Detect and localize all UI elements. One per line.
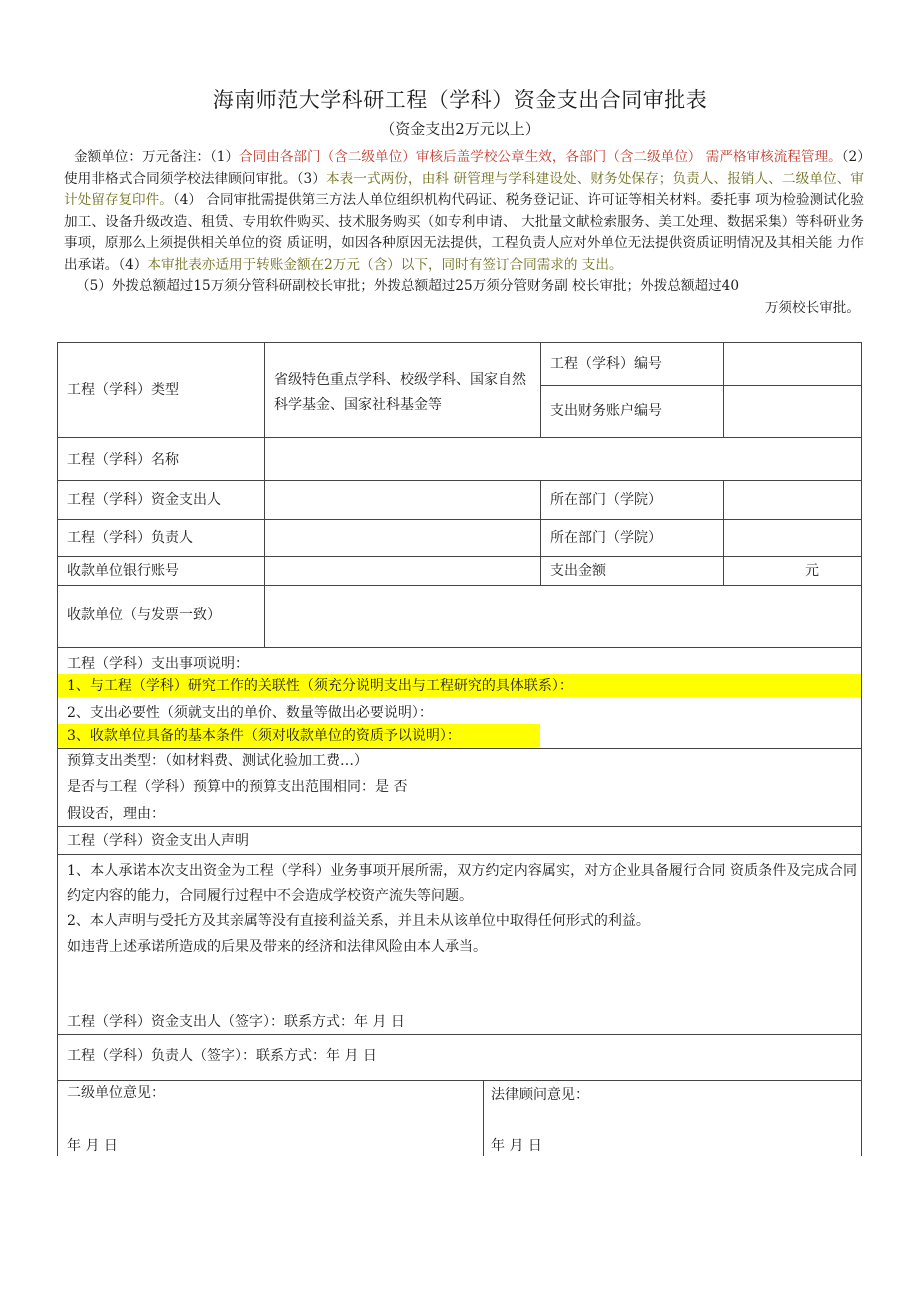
name-field[interactable]: [265, 438, 861, 480]
bank-account-label: 收款单位银行账号: [67, 563, 179, 579]
legal-opinion-date[interactable]: 年 月 日: [491, 1138, 542, 1154]
leader-label: 工程（学科）负责人: [67, 530, 193, 546]
col-line: [540, 342, 541, 437]
leader-signature[interactable]: 工程（学科）负责人（签字）：联系方式：年 月 日: [67, 1048, 377, 1064]
code-label: 工程（学科）编号: [550, 356, 662, 372]
budget-reason: 假设否，理由：: [67, 806, 165, 822]
declaration-title: 工程（学科）资金支出人声明: [67, 833, 249, 849]
spender-label: 工程（学科）资金支出人: [67, 492, 221, 508]
spender-dept-label: 所在部门（学院）: [550, 492, 662, 508]
notes-item-3: 本表一式两份，由科 研管理与学科建设处、财务处保存；负责人、报销人、二级单位、审计处留存复印件。: [64, 170, 864, 208]
legal-opinion-label: 法律顾问意见：: [491, 1087, 589, 1103]
declaration-item-2: 2、本人声明与受托方及其亲属等没有直接利益关系，并且未从该单位中取得任何形式的利益。: [67, 913, 650, 929]
row-line: [57, 826, 862, 827]
col-line: [483, 1080, 484, 1156]
payee-field[interactable]: [265, 586, 861, 647]
unit-opinion-date[interactable]: 年 月 日: [67, 1138, 118, 1154]
notes-item-4b: 本审批表亦适用于转账金额在2万元（含）以下，同时有签订合同需求的 支出。: [147, 256, 623, 273]
desc-necessity: 2、支出必要性（须就支出的单价、数量等做出必要说明）：: [67, 705, 433, 721]
desc-payee-conditions: 3、收款单位具备的基本条件（须对收款单位的资质予以说明）：: [67, 728, 461, 744]
leader-dept-label: 所在部门（学院）: [550, 530, 662, 546]
desc-relevance: 1、与工程（学科）研究工作的关联性（须充分说明支出与工程研究的具体联系）：: [67, 678, 573, 694]
table-border-right-bottom: [861, 1080, 862, 1156]
bank-account-field[interactable]: [265, 557, 540, 585]
code-field[interactable]: [724, 343, 861, 385]
payee-label: 收款单位（与发票一致）: [67, 607, 221, 623]
budget-same-range: 是否与工程（学科）预算中的预算支出范围相同：是 否: [67, 779, 408, 795]
row-line: [57, 1080, 862, 1081]
spender-dept-field[interactable]: [724, 481, 861, 519]
declaration-item-1: 1、本人承诺本次支出资金为工程（学科）业务事项开展所需，双方约定内容属实，对方企业具备履行合同 资质条件及完成合同约定内容的能力，合同履行过程中不会造成学校资产流失等问题。: [67, 863, 857, 904]
row-line: [57, 854, 862, 855]
notes-unit: 金额单位：万元备注：（1）: [74, 149, 240, 165]
notes-item-2: （2）使用非格式合同须学校法律顾问审批。（3）: [64, 149, 864, 187]
amount-unit: 元: [805, 563, 819, 579]
type-value: 省级特色重点学科、校级学科、国家自然科学基金、国家社科基金等: [274, 372, 526, 413]
notes-item-5-end: 万须校长审批。: [764, 299, 860, 316]
row-line: [57, 1034, 862, 1035]
col-line: [540, 480, 541, 585]
notes-item-1: 合同由各部门（含二级单位）审核后盖学校公章生效，各部门（含二级单位） 需严格审核流程管理。: [239, 149, 842, 165]
account-field[interactable]: [724, 386, 861, 437]
declaration-item-3: 如违背上述承诺所造成的后果及带来的经济和法律风险由本人承当。: [67, 939, 487, 955]
row-line: [57, 748, 862, 749]
type-label: 工程（学科）类型: [67, 382, 179, 398]
budget-type: 预算支出类型：（如材料费、测试化验加工费…）: [67, 753, 368, 769]
table-border-right: [861, 342, 862, 1080]
amount-label: 支出金额: [550, 563, 606, 579]
page-title: 海南师范大学科研工程（学科）资金支出合同审批表: [212, 88, 708, 112]
spender-signature[interactable]: 工程（学科）资金支出人（签字）：联系方式：年 月 日: [67, 1014, 405, 1030]
leader-field[interactable]: [265, 520, 540, 556]
form-notes: [64, 147, 864, 319]
notes-item-5: （5）外拨总额超过15万须分管科研副校长审批；外拨总额超过25万须分管财务副 校长审批；外拨总额超过40: [76, 278, 739, 294]
account-label: 支出财务账户编号: [550, 403, 662, 419]
unit-opinion-label: 二级单位意见：: [67, 1085, 165, 1101]
leader-dept-field[interactable]: [724, 520, 861, 556]
desc-title: 工程（学科）支出事项说明：: [67, 656, 249, 672]
spender-field[interactable]: [265, 481, 540, 519]
row-line: [57, 647, 862, 648]
notes-item-4: （4） 合同审批需提供第三方法人单位组织机构代码证、税务登记证、许可证等相关材料。委托事 项为检验测试化验加工、设备升级改造、租赁、专用软件购买、技术服务购买（如专利申请、 大批量文献检索服务、美工处理、数据采集）等科研业务事项，原那么上须提供相关单位的资 质证明，如因各种原因无法提供，工程负责人应对外单位无法提供资质证明情况及其相关能 力作出承诺。（4）: [64, 192, 865, 273]
page-subtitle: （资金支出2万元以上）: [380, 120, 540, 138]
name-label: 工程（学科）名称: [67, 452, 179, 468]
